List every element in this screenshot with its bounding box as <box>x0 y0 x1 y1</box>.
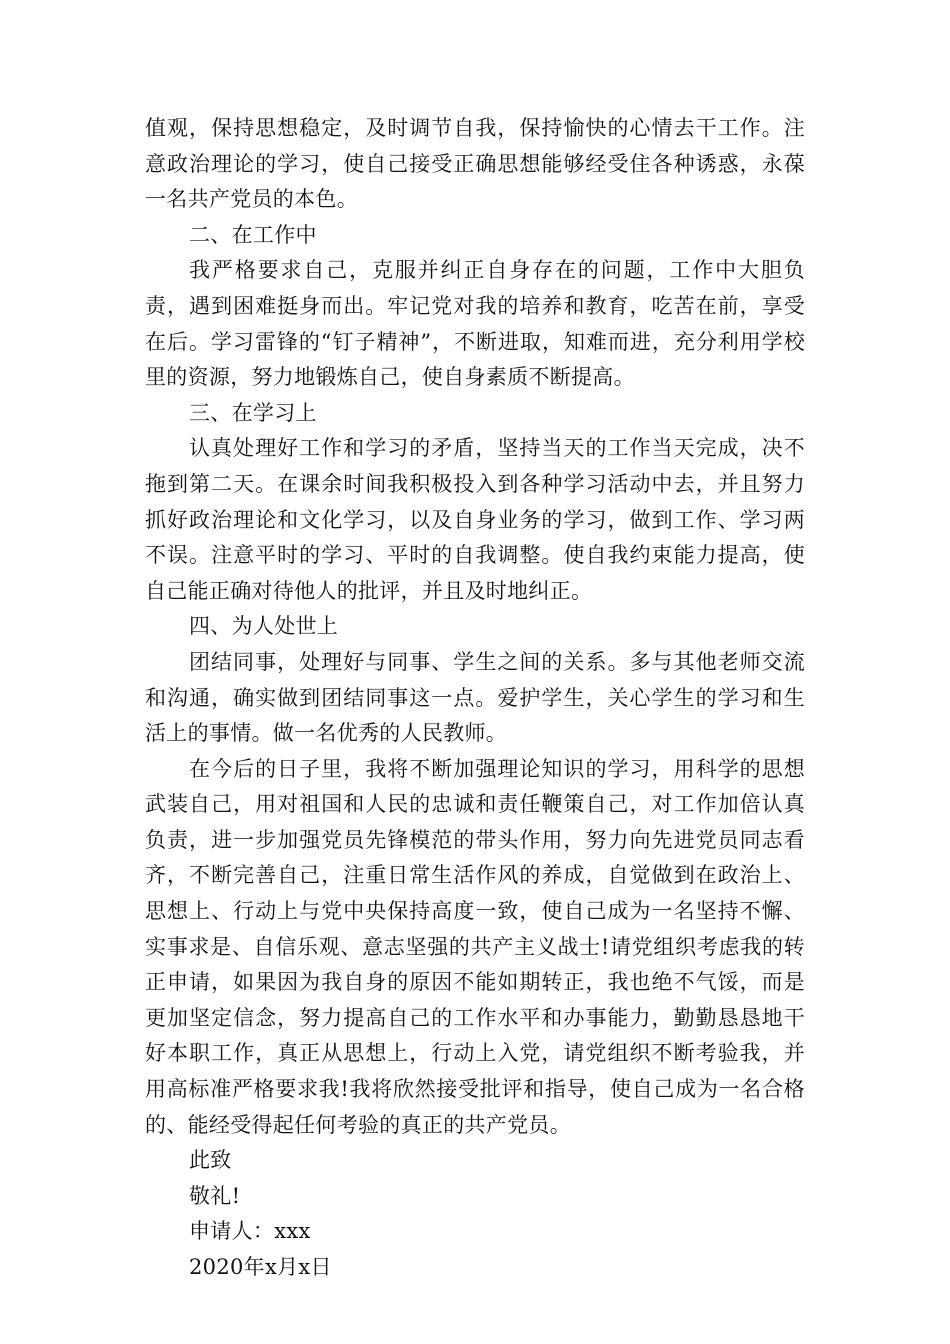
paragraph-conduct: 团结同事，处理好与同事、学生之间的关系。多与其他老师交流和沟通，确实做到团结同事这一点。爱护学生，关心学生的学习和生活上的事情。做一名优秀的人民教师。 <box>145 649 805 746</box>
section-heading-conduct: 四、为人处世上 <box>189 614 339 639</box>
applicant-signature: 申请人：xxx <box>189 1219 311 1244</box>
document-body <box>145 111 805 1286</box>
date-line: 2020年x月x日 <box>189 1255 332 1279</box>
paragraph-work: 我严格要求自己，克服并纠正自身存在的问题，工作中大胆负责，遇到困难挺身而出。牢记党对我的培养和教育，吃苦在前，享受在后。学习雷锋的“钉子精神”，不断进取，知难而进，充分利用学校里的资源，努力地锻炼自己，使自身素质不断提高。 <box>145 258 805 390</box>
paragraph-study: 认真处理好工作和学习的矛盾，坚持当天的工作当天完成，决不拖到第二天。在课余时间我积极投入到各种学习活动中去，并且努力抓好政治理论和文化学习，以及自身业务的学习，做到工作、学习两不误。注意平时的学习、平时的自我调整。使自我约束能力提高，使自己能正确对待他人的批评，并且及时地纠正。 <box>145 436 805 603</box>
paragraph-future: 在今后的日子里，我将不断加强理论知识的学习，用科学的思想武装自己，用对祖国和人民的忠诚和责任鞭策自己，对工作加倍认真负责，进一步加强党员先锋模范的带头作用，努力向先进党员同志看齐，不断完善自己，注重日常生活作风的养成，自觉做到在政治上、思想上、行动上与党中央保持高度一致，使自己成为一名坚持不懈、实事求是、自信乐观、意志坚强的共产主义战士!请党组织考虑我的转正申请，如果因为我自身的原因不能如期转正，我也绝不气馁，而是更加坚定信念，努力提高自己的工作水平和办事能力，勤勤恳恳地干好本职工作，真正从思想上，行动上入党，请党组织不断考验我，并用高标准严格要求我!我将欣然接受批评和指导，使自己成为一名合格的、能经受得起任何考验的真正的共产党员。 <box>145 756 805 1137</box>
paragraph-intro-continued: 值观，保持思想稳定，及时调节自我，保持愉快的心情去干工作。注意政治理论的学习，使自己接受正确思想能够经受住各种诱惑，永葆一名共产党员的本色。 <box>145 116 805 212</box>
salutation-line-1: 此致 <box>189 1148 232 1173</box>
salutation-line-2: 敬礼! <box>189 1183 241 1208</box>
section-heading-work: 二、在工作中 <box>189 222 317 247</box>
section-heading-study: 三、在学习上 <box>189 400 317 425</box>
